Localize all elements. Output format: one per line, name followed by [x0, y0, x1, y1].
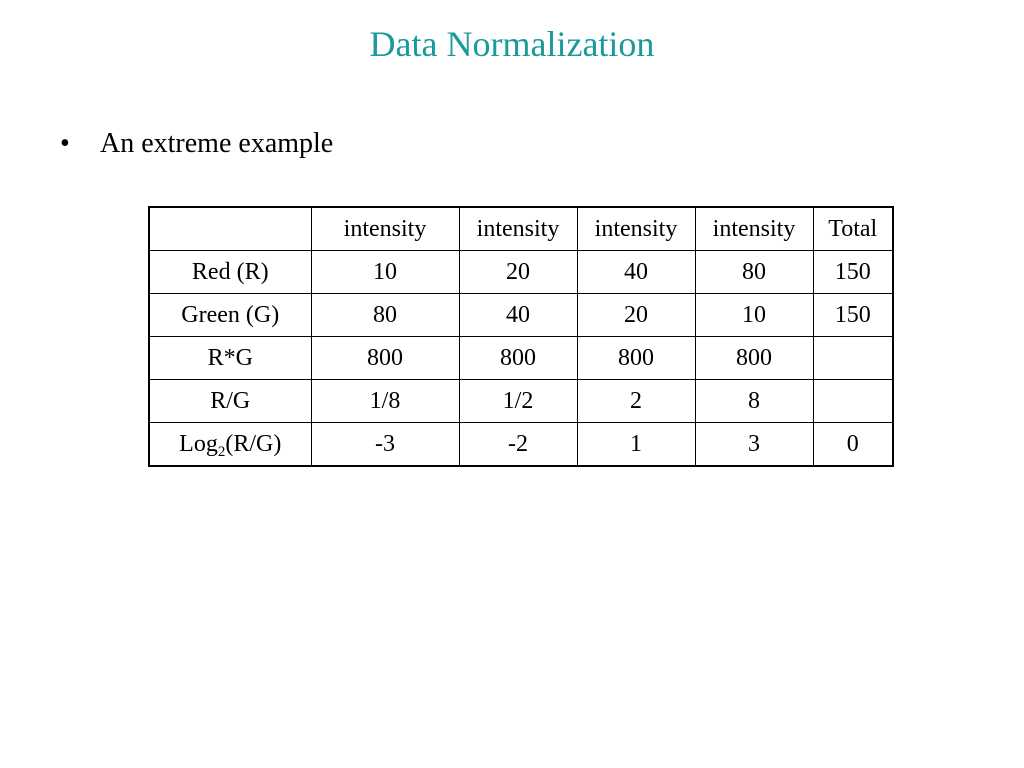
- table-row: [149, 337, 893, 380]
- data-table: [148, 206, 894, 467]
- table-cell: 10: [695, 294, 813, 337]
- table-row: [149, 380, 893, 423]
- row-label-main: Log: [179, 431, 218, 457]
- table-header-cell: Total: [813, 207, 893, 251]
- table-cell: 3: [695, 423, 813, 467]
- table-cell: 800: [577, 337, 695, 380]
- table-cell: [813, 380, 893, 423]
- table-header-row: [149, 207, 893, 251]
- table-cell: 20: [459, 251, 577, 294]
- table-cell: 800: [311, 337, 459, 380]
- table-cell: 150: [813, 251, 893, 294]
- row-label-subscript: 2: [217, 444, 226, 460]
- bullet-item: [60, 126, 333, 162]
- table-cell: 20: [577, 294, 695, 337]
- table-cell: 0: [813, 423, 893, 467]
- row-label: Red (R): [149, 251, 311, 294]
- table-row: [149, 251, 893, 294]
- table-cell: 80: [311, 294, 459, 337]
- table-header-cell: intensity: [577, 207, 695, 251]
- table-cell: -2: [459, 423, 577, 467]
- row-label: R*G: [149, 337, 311, 380]
- table-header-cell: intensity: [459, 207, 577, 251]
- row-label-tail: (R/G): [225, 431, 282, 457]
- table-cell: 10: [311, 251, 459, 294]
- table-cell: [813, 337, 893, 380]
- table-cell: 800: [459, 337, 577, 380]
- table-row: [149, 423, 893, 467]
- bullet-text: An extreme example: [100, 128, 334, 159]
- table-cell: 1/8: [311, 380, 459, 423]
- row-label: Green (G): [149, 294, 311, 337]
- table-header-cell: [149, 207, 311, 251]
- row-label: R/G: [149, 380, 311, 423]
- table-header-cell: intensity: [695, 207, 813, 251]
- row-label: [149, 423, 311, 467]
- table-cell: 800: [695, 337, 813, 380]
- table-cell: 40: [459, 294, 577, 337]
- table-cell: 8: [695, 380, 813, 423]
- table-cell: 1: [577, 423, 695, 467]
- table-cell: -3: [311, 423, 459, 467]
- table-row: [149, 294, 893, 337]
- table-cell: 2: [577, 380, 695, 423]
- table-cell: 1/2: [459, 380, 577, 423]
- table-cell: 40: [577, 251, 695, 294]
- table-header-cell: intensity: [311, 207, 459, 251]
- table-cell: 80: [695, 251, 813, 294]
- bullet-dot-icon: •: [60, 128, 70, 159]
- slide-title: Data Normalization: [369, 24, 655, 64]
- table-cell: 150: [813, 294, 893, 337]
